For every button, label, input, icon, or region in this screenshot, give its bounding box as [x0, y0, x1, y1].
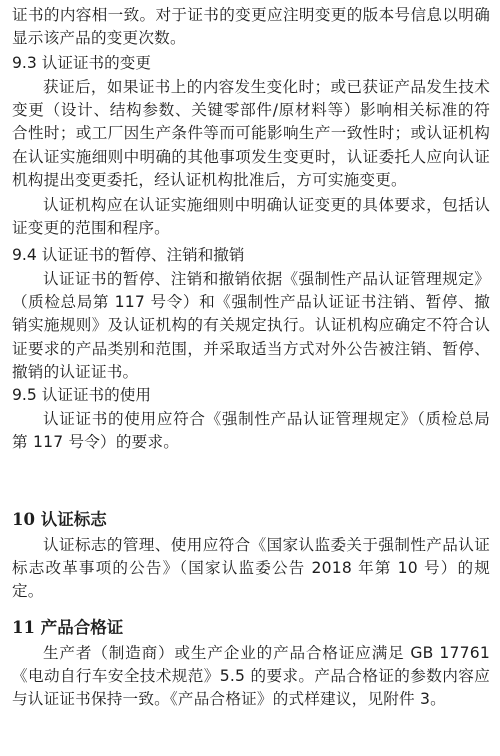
section-9-4-paragraph-1: 认证证书的暂停、注销和撤销依据《强制性产品认证管理规定》（质检总局第 117 号令）和《强制性产品认证证书注销、暂停、撤销实施规则》及认证机构的有关规定执行。认证机构应确定不符合认证要求的产品类别和范围，并采取适当方式对外公告被注销、暂停、撤销的认证证书。	[12, 270, 490, 381]
section-9-3-paragraph-2: 认证机构应在认证实施细则中明确认证变更的具体要求，包括认证变更的范围和程序。	[12, 196, 490, 238]
section-9-5-heading: 9.5 认证证书的使用	[12, 386, 151, 404]
section-9-5-paragraph-1: 认证证书的使用应符合《强制性产品认证管理规定》（质检总局第 117 号令）的要求。	[12, 410, 490, 452]
section-10-paragraph-1: 认证标志的管理、使用应符合《国家认监委关于强制性产品认证标志改革事项的公告》（国家认监委公告 2018 年第 10 号）的规定。	[12, 536, 490, 601]
section-9-3-heading: 9.3 认证证书的变更	[12, 54, 151, 72]
section-11-heading: 11 产品合格证	[12, 618, 124, 637]
section-11-paragraph-1: 生产者（制造商）或生产企业的产品合格证应满足 GB 17761《电动自行车安全技术规范》5.5 的要求。产品合格证的参数内容应与认证证书保持一致。《产品合格证》的式样建议，见附件 3。	[12, 644, 490, 709]
section-9-3-paragraph-1: 获证后，如果证书上的内容发生变化时；或已获证产品发生技术变更（设计、结构参数、关键零部件/原材料等）影响相关标准的符合性时；或工厂因生产条件等而可能影响生产一致性时；或认证机构在认证实施细则中明确的其他事项发生变更时，认证委托人应向认证机构提出变更委托，经认证机构批准后，方可实施变更。	[12, 78, 490, 189]
intro-paragraph: 证书的内容相一致。对于证书的变更应注明变更的版本号信息以明确显示该产品的变更次数。	[12, 6, 490, 48]
section-10-heading: 10 认证标志	[12, 510, 107, 529]
section-9-4-heading: 9.4 认证证书的暂停、注销和撤销	[12, 246, 245, 264]
